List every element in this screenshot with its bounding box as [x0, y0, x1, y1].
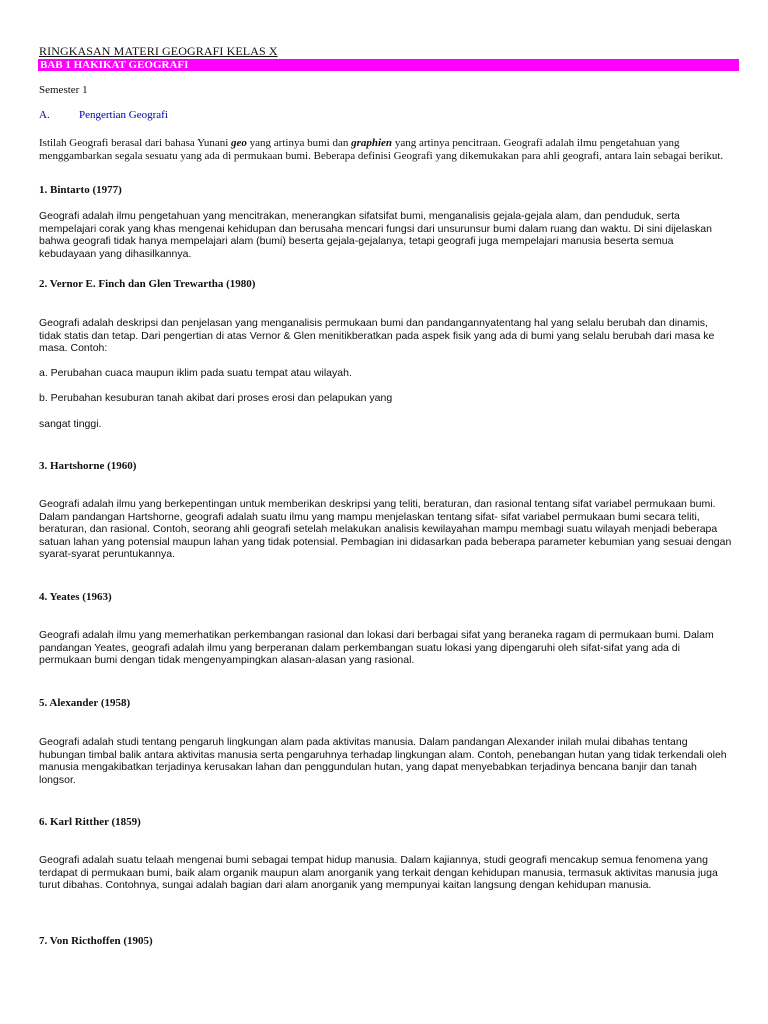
expert-heading: 7. Von Ricthoffen (1905): [39, 935, 153, 947]
expert-definition: Geografi adalah ilmu pengetahuan yang mencitrakan, menerangkan sifatsifat bumi, menganalisis gejala-gejala alam, dan penduduk, serta mempelajari corak yang khas mengenai kehidupan dan berusaha mencari fungsi dari unsurunsur bumi dalam ruang dan waktu. Di sini dijelaskan bahwa geografi tidak hanya mempelajari alam (bumi) beserta gejala-gejalanya, tetapi geografi juga mempelajari manusia beserta semua kebudayaan yang dihasilkannya.: [39, 210, 712, 260]
section-title: Pengertian Geografi: [79, 109, 168, 121]
expert-definition: Geografi adalah ilmu yang berkepentingan untuk memberikan deskripsi yang teliti, beraturan, dan rasional tentang sifat variabel permukaan bumi. Dalam pandangan Hartshorne, geografi adalah suatu ilmu yang mampu menjelaskan tentang sifat- sifat variabel permukaan bumi secara teliti, beraturan, dan rasional. Contoh, seorang ahli geografi setelah melakukan analisis kewilayahan mampu membagi suatu wilayah menjadi beberapa satuan lahan yang potensial maupun lahan yang tidak potensial. Pembagian ini didasarkan pada beberapa parameter kebumian yang sesuai dengan syarat-syarat peruntukannya.: [39, 498, 732, 560]
expert-definition: Geografi adalah deskripsi dan penjelasan yang menganalisis permukaan bumi dan pandangannyatentang hal yang selalu berubah dan dinamis, tidak statis dan tetap. Dari pengertian di atas Vernor & Glen menitikberatkan pada aspek fisik yang ada di bumi yang selalu berubah dari masa ke masa. Contoh:: [39, 317, 715, 354]
example-item: b. Perubahan kesuburan tanah akibat dari proses erosi dan pelapukan yang: [39, 392, 393, 404]
expert-definition: Geografi adalah suatu telaah mengenai bumi sebagai tempat hidup manusia. Dalam kajiannya, studi geografi mencakup semua fenomena yang terdapat di permukaan bumi, baik alam organik maupun alam anorganik yang terkait dengan kehidupan manusia, termasuk aktivitas manusia juga turut dibahas. Contohnya, sungai adalah bagian dari alam anorganik yang mempunyai kaitan langsung dengan kehidupan manusia.: [39, 854, 718, 891]
expert-heading: 5. Alexander (1958): [39, 697, 131, 709]
intro-paragraph: Istilah Geografi berasal dari bahasa Yunani geo yang artinya bumi dan graphien yang artinya pencitraan. Geografi adalah ilmu pengetahuan yang menggambarkan segala sesuatu yang ada di permukaan bumi. Beberapa definisi Geografi yang dikemukakan para ahli geografi, antara lain sebagai berikut.: [39, 137, 724, 162]
expert-definition: Geografi adalah studi tentang pengaruh lingkungan alam pada aktivitas manusia. Dalam pandangan Alexander inilah mulai dibahas tentang hubungan timbal balik antara aktivitas manusia serta pengaruhnya terhadap lingkungan alam. Contoh, penebangan hutan yang tidak terkendali oleh manusia mengakibatkan terjadinya kerusakan lahan dan penggundulan hutan, yang dapat menyebabkan terjadinya bencana banjir dan tanah longsor.: [39, 736, 727, 786]
chapter-heading: BAB 1 HAKIKAT GEOGRAFI: [38, 59, 739, 71]
expert-heading: 4. Yeates (1963): [39, 591, 112, 603]
term-geo: geo: [231, 137, 247, 149]
section-a-heading: [39, 109, 732, 121]
term-graphien: graphien: [351, 137, 393, 149]
example-item: a. Perubahan cuaca maupun iklim pada suatu tempat atau wilayah.: [39, 367, 352, 379]
expert-heading: 2. Vernor E. Finch dan Glen Trewartha (1980): [39, 278, 256, 290]
expert-heading: 6. Karl Ritther (1859): [39, 816, 141, 828]
document-title: RINGKASAN MATERI GEOGRAFI KELAS X: [39, 44, 278, 58]
example-item-continued: sangat tinggi.: [39, 418, 102, 430]
expert-definition: Geografi adalah ilmu yang memerhatikan perkembangan rasional dan lokasi dari berbagai sifat yang beraneka ragam di permukaan bumi. Dalam pandangan Yeates, geografi adalah ilmu yang berperanan dalam perkembangan suatu lokasi yang dipengaruhi oleh sifat-sifat yang ada di permukaan bumi dengan tidak mengenyampingkan alasan-alasan yang rasional.: [39, 629, 714, 666]
section-number: A.: [39, 109, 50, 121]
expert-heading: 1. Bintarto (1977): [39, 184, 122, 196]
expert-heading: 3. Hartshorne (1960): [39, 460, 137, 472]
semester-label: Semester 1: [39, 84, 88, 96]
